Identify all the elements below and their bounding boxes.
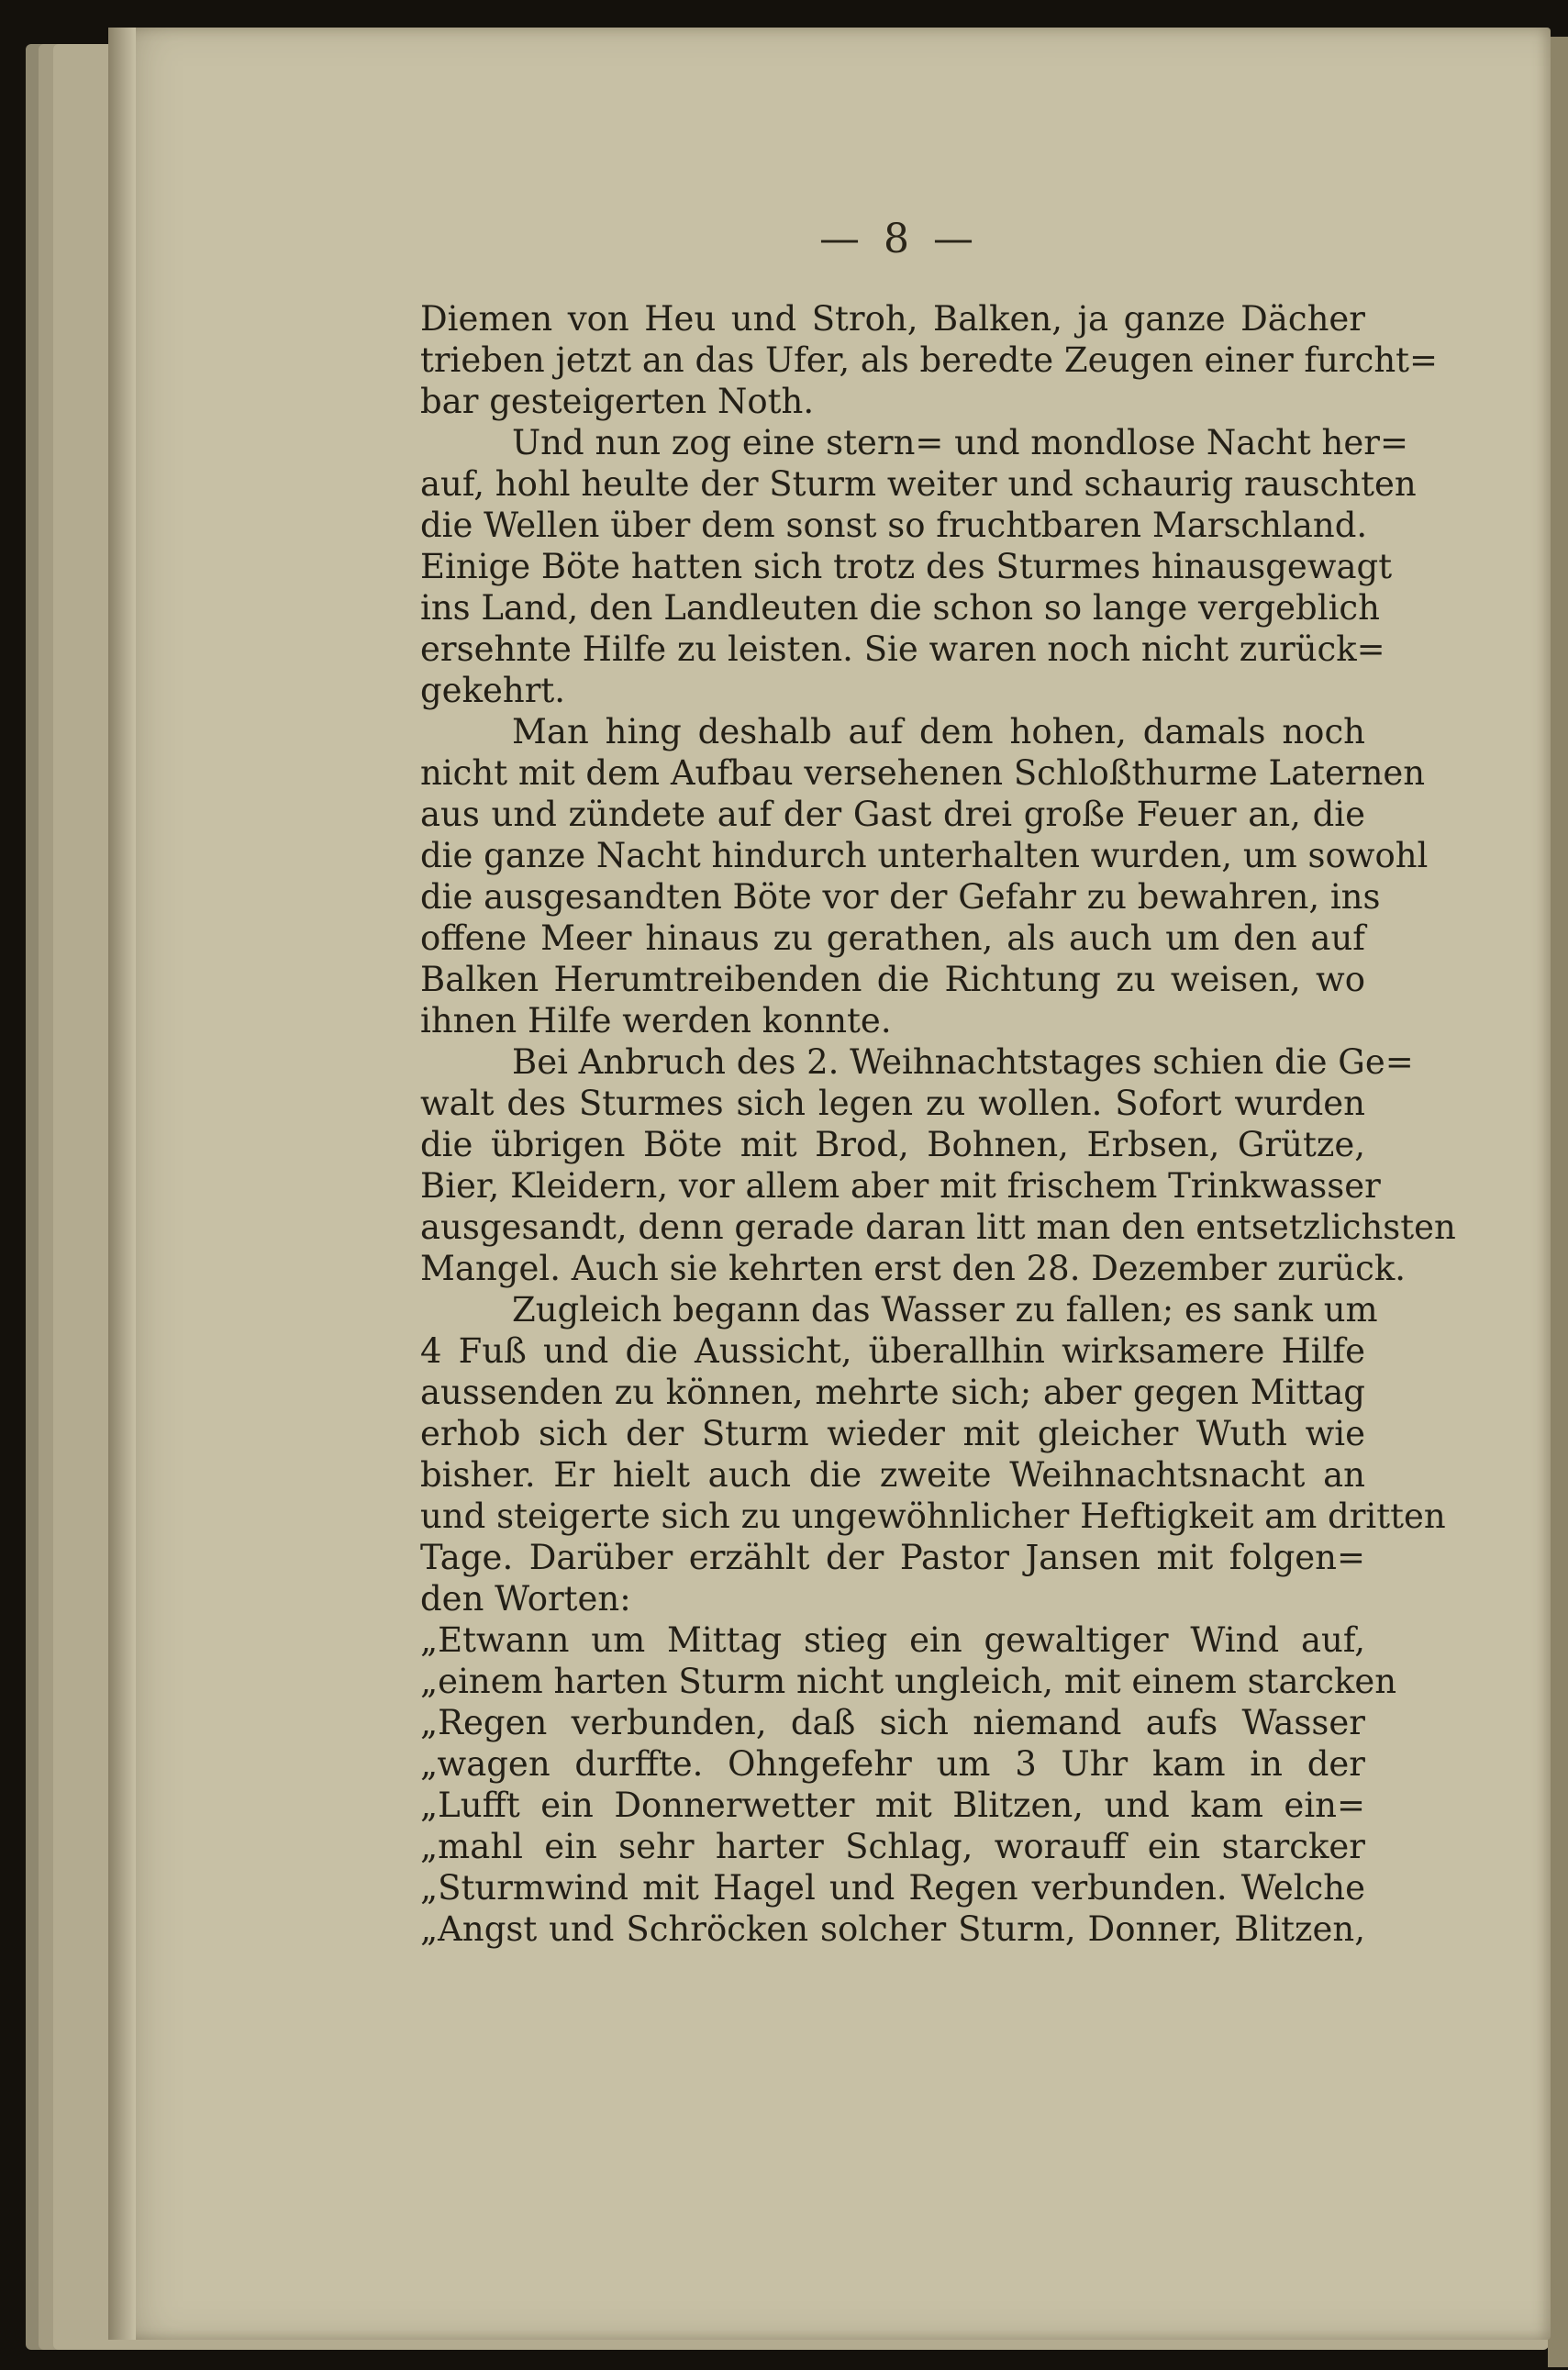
page-number: — 8 —	[819, 216, 979, 262]
text-line: Man hing deshalb auf dem hohen, damals noch	[512, 712, 1365, 751]
text-line: ersehnte Hilfe zu leisten. Sie waren noch nicht zurück=	[420, 629, 1385, 669]
quote-line: „Angst und Schröcken solcher Sturm, Donner, Blitzen,	[420, 1909, 1365, 1949]
quote-line: „mahl ein sehr harter Schlag, worauff ein starcker	[420, 1827, 1365, 1866]
text-line: ausgesandt, denn gerade daran litt man den entsetzlichsten	[420, 1207, 1456, 1247]
text-line: ins Land, den Landleuten die schon so lange vergeblich	[420, 588, 1380, 628]
text-line: Diemen von Heu und Stroh, Balken, ja ganze Dächer	[420, 299, 1365, 339]
text-line: walt des Sturmes sich legen zu wollen. Sofort wurden	[420, 1084, 1365, 1123]
text-line: ihnen Hilfe werden konnte.	[420, 1001, 892, 1040]
text-line: Mangel. Auch sie kehrten erst den 28. Dezember zurück.	[420, 1249, 1407, 1288]
body-text	[420, 298, 1456, 1950]
page-binding-shadow	[108, 28, 136, 2340]
quote-line: „wagen durffte. Ohngefehr um 3 Uhr kam in der	[420, 1744, 1365, 1784]
text-line: auf, hohl heulte der Sturm weiter und schaurig rauschten	[420, 464, 1417, 504]
text-line: bar gesteigerten Noth.	[420, 382, 815, 421]
quote-line: „Etwann um Mittag stieg ein gewaltiger Wind auf,	[420, 1620, 1365, 1660]
text-line: Tage. Darüber erzählt der Pastor Jansen mit folgen=	[420, 1538, 1365, 1577]
text-line: erhob sich der Sturm wieder mit gleicher Wuth wie	[420, 1414, 1365, 1453]
text-line: aus und zündete auf der Gast drei große Feuer an, die	[420, 795, 1365, 834]
text-line: und steigerte sich zu ungewöhnlicher Heftigkeit am dritten	[420, 1497, 1446, 1536]
quote-line: „einem harten Sturm nicht ungleich, mit einem starcken	[420, 1662, 1397, 1701]
text-line: trieben jetzt an das Ufer, als beredte Zeugen einer furcht=	[420, 340, 1439, 380]
text-line: die Wellen über dem sonst so fruchtbaren Marschland.	[420, 506, 1368, 545]
text-line: Bei Anbruch des 2. Weihnachtstages schien die Ge=	[512, 1042, 1414, 1082]
text-line: Balken Herumtreibenden die Richtung zu weisen, wo	[420, 960, 1365, 999]
quote-line: „Regen verbunden, daß sich niemand aufs Wasser	[420, 1703, 1365, 1742]
text-line: den Worten:	[420, 1579, 631, 1619]
text-line: 4 Fuß und die Aussicht, überallhin wirksamere Hilfe	[420, 1331, 1365, 1371]
text-line: nicht mit dem Aufbau versehenen Schloßthurme Laternen	[420, 753, 1426, 793]
text-line: aussenden zu können, mehrte sich; aber gegen Mittag	[420, 1373, 1365, 1412]
text-line: Und nun zog eine stern= und mondlose Nacht her=	[512, 423, 1408, 462]
text-line: Einige Böte hatten sich trotz des Sturmes hinausgewagt	[420, 547, 1393, 586]
text-line: die übrigen Böte mit Brod, Bohnen, Erbsen, Grütze,	[420, 1125, 1365, 1164]
text-line: bisher. Er hielt auch die zweite Weihnachtsnacht an	[420, 1455, 1365, 1495]
text-line: die ganze Nacht hindurch unterhalten wurden, um sowohl	[420, 836, 1429, 875]
text-line: gekehrt.	[420, 671, 566, 710]
text-line: Zugleich begann das Wasser zu fallen; es sank um	[512, 1290, 1378, 1330]
quote-line: „Lufft ein Donnerwetter mit Blitzen, und kam ein=	[420, 1786, 1365, 1825]
text-line: Bier, Kleidern, vor allem aber mit frischem Trinkwasser	[420, 1166, 1381, 1206]
facing-page-edge	[1548, 37, 1568, 2367]
text-line: die ausgesandten Böte vor der Gefahr zu bewahren, ins	[420, 877, 1381, 917]
quote-line: „Sturmwind mit Hagel und Regen verbunden. Welche	[420, 1868, 1365, 1908]
text-line: offene Meer hinaus zu gerathen, als auch um den auf	[420, 918, 1365, 958]
